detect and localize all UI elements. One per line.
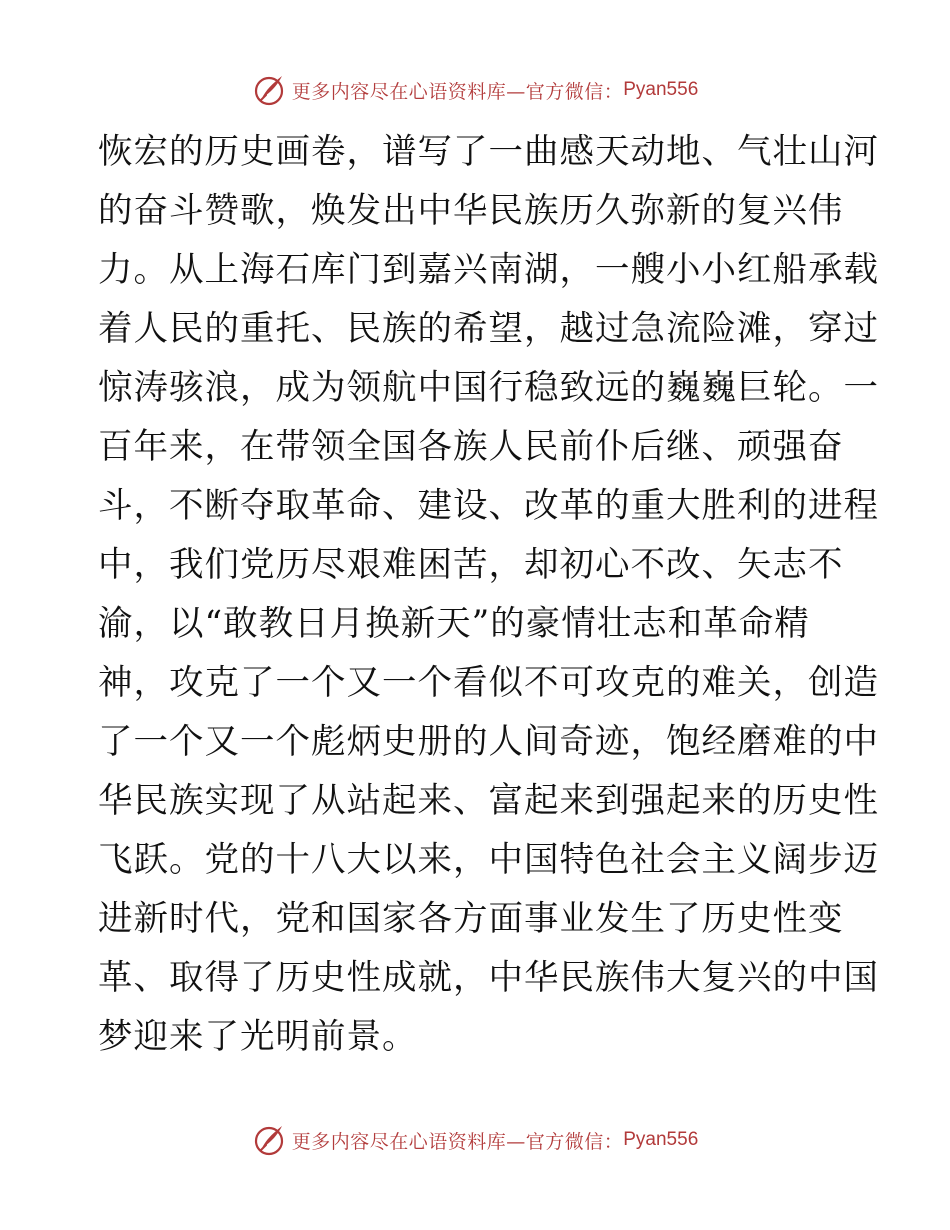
text-line: 百年来，在带领全国各族人民前仆后继、顽强奋	[98, 427, 844, 467]
text-line: 惊涛骇浪，成为领航中国行稳致远的巍巍巨轮。一	[98, 368, 879, 408]
text-line: 进新时代，党和国家各方面事业发生了历史性变	[98, 899, 844, 939]
text-line: 渝，以“敢教日月换新天”的豪情壮志和革命精	[98, 604, 810, 644]
quill-logo-icon	[252, 1122, 288, 1158]
quill-logo-icon	[252, 72, 288, 108]
text-line: 了一个又一个彪炳史册的人间奇迹，饱经磨难的中	[98, 722, 879, 762]
text-line: 着人民的重托、民族的希望，越过急流险滩，穿过	[98, 309, 879, 349]
text-line: 中，我们党历尽艰难困苦，却初心不改、矢志不	[98, 545, 844, 585]
header-banner-text: 更多内容尽在心语资料库—官方微信：	[291, 80, 624, 103]
footer-banner[interactable]	[0, 1118, 950, 1162]
text-line: 梦迎来了光明前景。	[98, 1017, 418, 1057]
header-wechat-handle: Pyan556	[623, 79, 699, 100]
text-line: 的奋斗赞歌，焕发出中华民族历久弥新的复兴伟	[98, 191, 844, 231]
text-line: 恢宏的历史画卷，谱写了一曲感天动地、气壮山河	[98, 132, 879, 172]
text-line: 飞跃。党的十八大以来，中国特色社会主义阔步迈	[98, 840, 879, 880]
footer-wechat-handle: Pyan556	[623, 1129, 699, 1150]
text-line: 华民族实现了从站起来、富起来到强起来的历史性	[98, 781, 879, 821]
article-body	[98, 123, 879, 1067]
text-line: 神，攻克了一个又一个看似不可攻克的难关，创造	[98, 663, 879, 703]
header-banner[interactable]	[0, 68, 950, 112]
text-line: 斗，不断夺取革命、建设、改革的重大胜利的进程	[98, 486, 879, 526]
footer-banner-text: 更多内容尽在心语资料库—官方微信：	[291, 1130, 624, 1153]
text-line: 力。从上海石库门到嘉兴南湖，一艘小小红船承载	[98, 250, 879, 290]
text-line: 革、取得了历史性成就，中华民族伟大复兴的中国	[98, 958, 879, 998]
